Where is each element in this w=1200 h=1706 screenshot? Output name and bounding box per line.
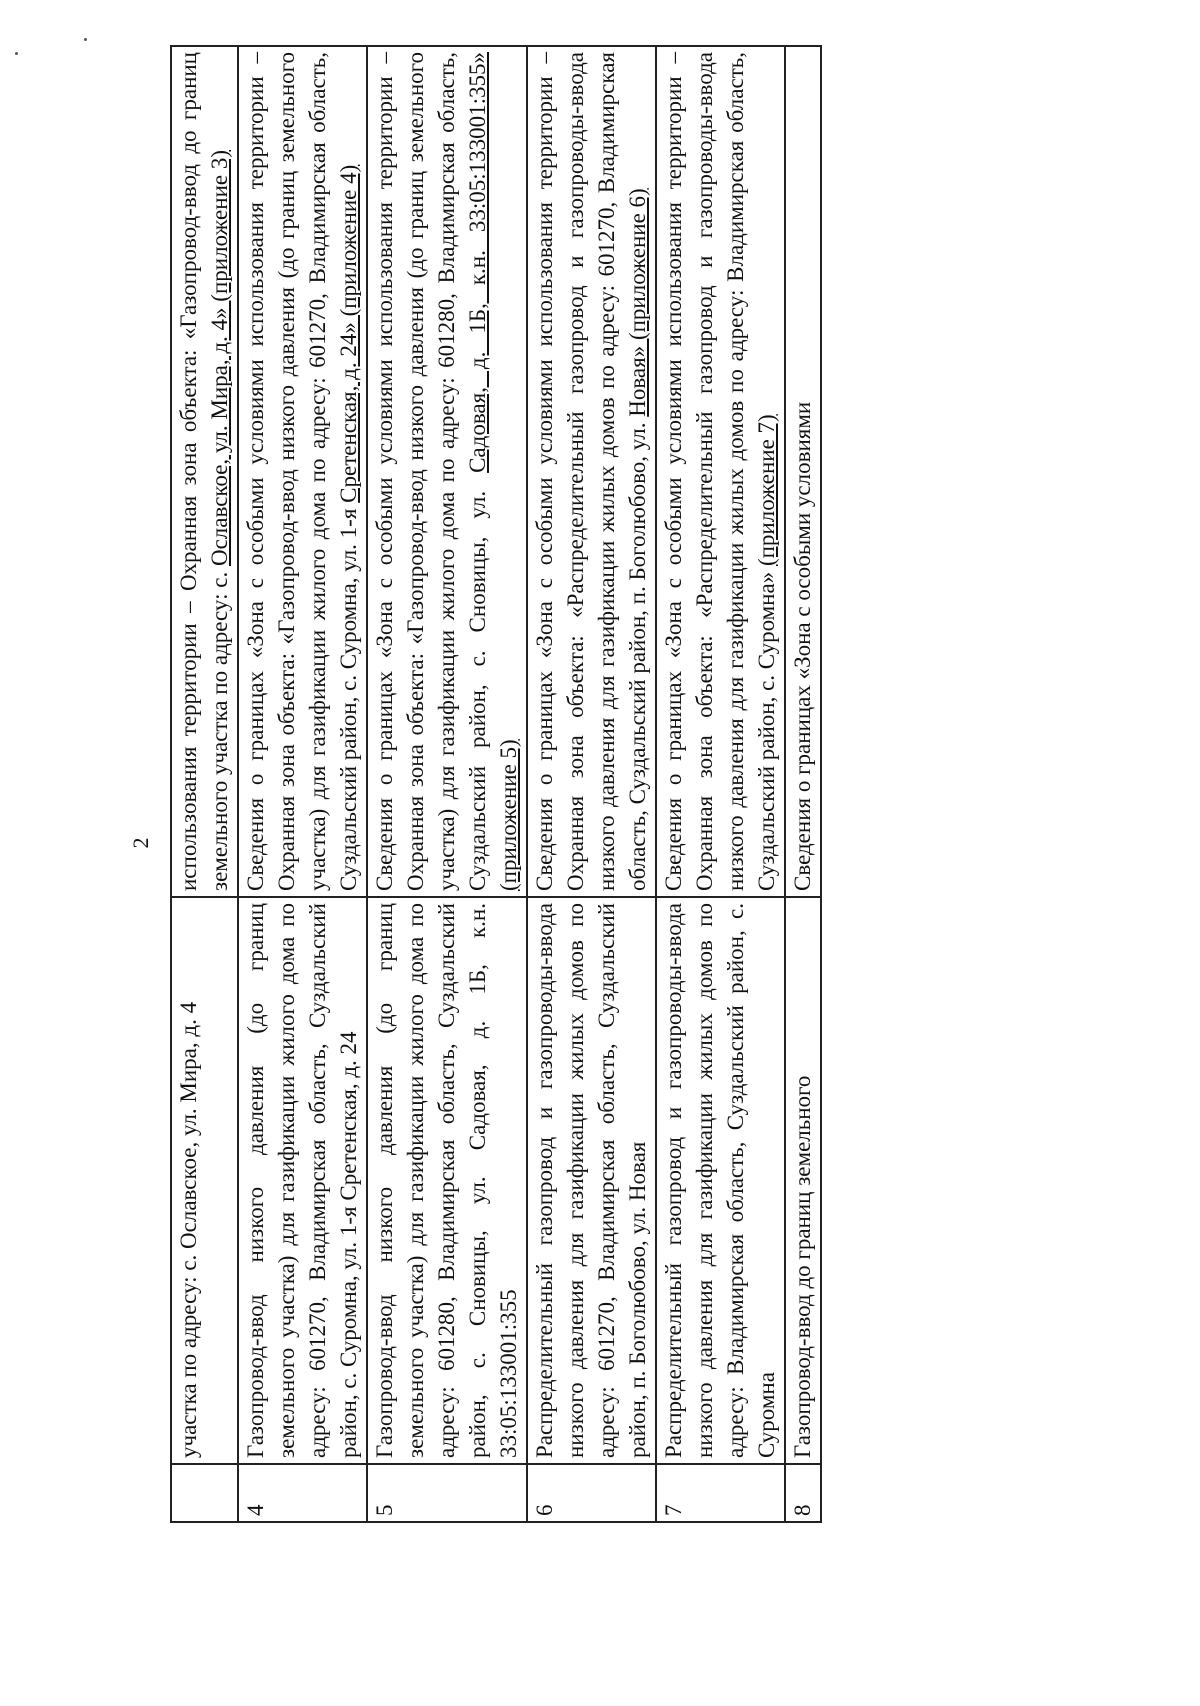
underlined-text: Новая» (приложение 6) [625, 188, 650, 417]
underlined-text: Садовая, д. 1Б, к.н. 33:05:133001:355» (приложение 5) [465, 52, 521, 891]
underlined-text: Сретенская, д. 24» (приложение 4) [336, 164, 361, 503]
object-description: Газопровод-ввод низкого давления (до границ земельного участка) для газификации жилого дома по адресу: 601270, Владимирская область, Суздальский район, с. Суромна, ул. 1-я Сретенская, д. 24 [238, 897, 367, 1464]
table-body [171, 46, 821, 1522]
zone-information [367, 46, 527, 897]
zone-information [238, 46, 367, 897]
table-row [527, 46, 656, 1522]
page-number: 2 [128, 837, 153, 849]
row-number: 5 [367, 1464, 527, 1522]
zone-information [171, 46, 238, 897]
zones-table [170, 45, 822, 1523]
zone-information [527, 46, 656, 897]
text-segment: Сведения о границах «Зона с особыми условиями использования территории – Охранная зона объекта: «Распределительный газопровод и газопроводы-ввода низкого давления для газификации жилых домов по адресу: Владимирская область, Суздальский район, с. Суромна» [661, 52, 779, 891]
object-description: Газопровод-ввод низкого давления (до границ земельного участка) для газификации жилого дома по адресу: 601280, Владимирская область, Суздальский район, с. Сновицы, ул. Садовая, д. 1Б, к.н. 33:05:133001:355 [367, 897, 527, 1464]
row-number: 8 [785, 1464, 821, 1522]
zone-information [785, 46, 821, 897]
object-description: Распределительный газопровод и газопроводы-ввода низкого давления для газификации жилых домов по адресу: Владимирская область, Суздальский район, с. Суромна [656, 897, 785, 1464]
text-segment: Сведения о границах «Зона с особыми условиями использования территории – Охранная зона объекта: «Газопровод-ввод низкого давления (до границ земельного участка) для газификации жилого дома по адресу: 601280, Владимирская область, Суздальский район, с. Сновицы, ул. [372, 52, 490, 891]
row-number [171, 1464, 238, 1522]
table-row [656, 46, 785, 1522]
object-description: Распределительный газопровод и газопроводы-ввода низкого давления для газификации жилых домов по адресу: 601270, Владимирская область, Суздальский район, п. Боголюбово, ул. Новая [527, 897, 656, 1464]
text-segment: Сведения о границах «Зона с особыми условиями использования территории – Охранная зона объекта: «Распределительный газопровод и газопроводы-ввода низкого давления для газификации жилых домов по адресу: 601270, Владимирская область, Суздальский район, п. Боголюбово, ул. [532, 52, 650, 891]
text-segment: Сведения о границах «Зона с особыми условиями [790, 401, 815, 891]
text-segment: Сведения о границах «Зона с особыми условиями использования территории – Охранная зона объекта: «Газопровод-ввод низкого давления (до границ земельного участка) для газификации жилого дома по адресу: 601270, Владимирская область, Суздальский район, с. Суромна, ул. 1-я [243, 52, 361, 891]
row-number: 7 [656, 1464, 785, 1522]
row-number: 6 [527, 1464, 656, 1522]
table-row [238, 46, 367, 1522]
underlined-text: Ославское, ул. Мира, д. 4» (приложение 3) [207, 149, 232, 567]
table-row [171, 46, 238, 1522]
text-segment: использования территории – Охранная зона объекта: «Газопровод-ввод до границ земельного участка по адресу: с. [176, 52, 232, 891]
table-row [785, 46, 821, 1522]
zone-information [656, 46, 785, 897]
object-description: участка по адресу: с. Ославское, ул. Мира, д. 4 [171, 897, 238, 1464]
table-row [367, 46, 527, 1522]
underlined-text: (приложение 7) [754, 414, 779, 567]
row-number: 4 [238, 1464, 367, 1522]
object-description: Газопровод-ввод до границ земельного [785, 897, 821, 1464]
